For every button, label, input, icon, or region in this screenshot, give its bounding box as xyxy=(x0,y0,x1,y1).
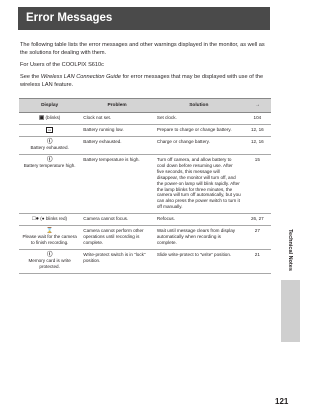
info-icon: ⓘ xyxy=(46,157,53,164)
column-header-display: Display xyxy=(19,99,80,113)
clock-icon: ▣ xyxy=(38,115,45,121)
page-ref-cell: 21 xyxy=(244,250,271,274)
solution-cell: Slide write-protect to “write” position. xyxy=(154,250,244,274)
title-bar xyxy=(18,7,270,30)
display-cell xyxy=(19,113,80,125)
info-icon: ⓘ xyxy=(46,139,53,146)
table-row xyxy=(19,125,271,137)
page-ref-cell: 12, 16 xyxy=(244,125,271,137)
info-icon: ⓘ xyxy=(46,252,53,258)
wireless-note-prefix: See the xyxy=(20,73,41,80)
intro-paragraph: The following table lists the error messages and other warnings displayed in the monitor, as well as the solutions for dealing with them. xyxy=(20,42,265,57)
section-side-label xyxy=(279,222,301,278)
table-row xyxy=(19,137,271,155)
table-row xyxy=(19,155,271,214)
display-cell xyxy=(19,155,80,214)
problem-cell: Battery exhausted. xyxy=(80,137,154,155)
display-text: Battery temperature high. xyxy=(23,163,76,169)
column-header-page-ref-icon: → xyxy=(244,99,271,113)
display-cell xyxy=(19,137,80,155)
page-ref-cell: 27 xyxy=(244,226,271,250)
wireless-note xyxy=(20,73,270,89)
display-cell xyxy=(19,214,80,226)
display-cell xyxy=(19,250,80,274)
table-row xyxy=(19,250,271,274)
display-text: Memory card is write protected. xyxy=(28,258,71,269)
table-row xyxy=(19,113,271,125)
problem-cell: Camera cannot perform other operations until recording is complete. xyxy=(80,226,154,250)
wireless-guide-title: Wireless LAN Connection Guide xyxy=(40,73,122,80)
section-side-tab xyxy=(281,280,300,342)
solution-cell: Wait until message clears from display automatically when recording is complete. xyxy=(154,226,244,250)
page-title: Error Messages xyxy=(26,12,113,24)
solution-cell: Refocus. xyxy=(154,214,244,226)
display-text: (● blinks red) xyxy=(40,216,68,222)
page-ref-cell: 104 xyxy=(244,113,271,125)
coolpix-note: For Users of the COOLPIX S610c xyxy=(20,62,104,69)
problem-cell: Write-protect switch is in “lock” position. xyxy=(80,250,154,274)
section-side-label-text: Technical Notes xyxy=(287,229,293,271)
battery-low-icon: ▭ xyxy=(47,128,52,132)
solution-cell: Prepare to charge or change battery. xyxy=(154,125,244,137)
column-header-problem: Problem xyxy=(80,99,154,113)
display-text: Battery exhausted. xyxy=(30,145,69,151)
display-cell xyxy=(19,226,80,250)
table-row xyxy=(19,226,271,250)
display-cell xyxy=(19,125,80,137)
page-ref-cell: 12, 16 xyxy=(244,137,271,155)
page-number: 121 xyxy=(275,397,289,406)
page-ref-cell: 15 xyxy=(244,155,271,214)
page-ref-cell: 26, 27 xyxy=(244,214,271,226)
table-row xyxy=(19,214,271,226)
problem-cell: Clock not set. xyxy=(80,113,154,125)
error-table xyxy=(19,98,271,274)
solution-cell: Charge or change battery. xyxy=(154,137,244,155)
problem-cell: Battery running low. xyxy=(80,125,154,137)
table-header-row xyxy=(19,99,271,113)
intro-section xyxy=(20,41,270,92)
solution-cell: Turn off camera, and allow battery to cool down before resuming use. After five seconds, this message will disappear, the monitor will turn off, and the power-on lamp will blink rapidly. After the lamp blinks for three minutes, the camera will turn off automatically, but you can also press the power switch to turn it off manually. xyxy=(154,155,244,214)
display-text: (blinks) xyxy=(45,115,61,120)
focus-area-icon: □● xyxy=(32,216,39,223)
column-header-solution: Solution xyxy=(154,99,244,113)
display-text: Please wait for the camera to finish recording. xyxy=(22,234,77,246)
problem-cell: Camera cannot focus. xyxy=(80,214,154,226)
problem-cell: Battery temperature is high. xyxy=(80,155,154,214)
wireless-note-suffix: for error messages that may be displayed with use of the wireless LAN feature. xyxy=(20,73,264,88)
hourglass-icon: ⌛ xyxy=(46,228,54,235)
solution-cell: Set clock. xyxy=(154,113,244,125)
